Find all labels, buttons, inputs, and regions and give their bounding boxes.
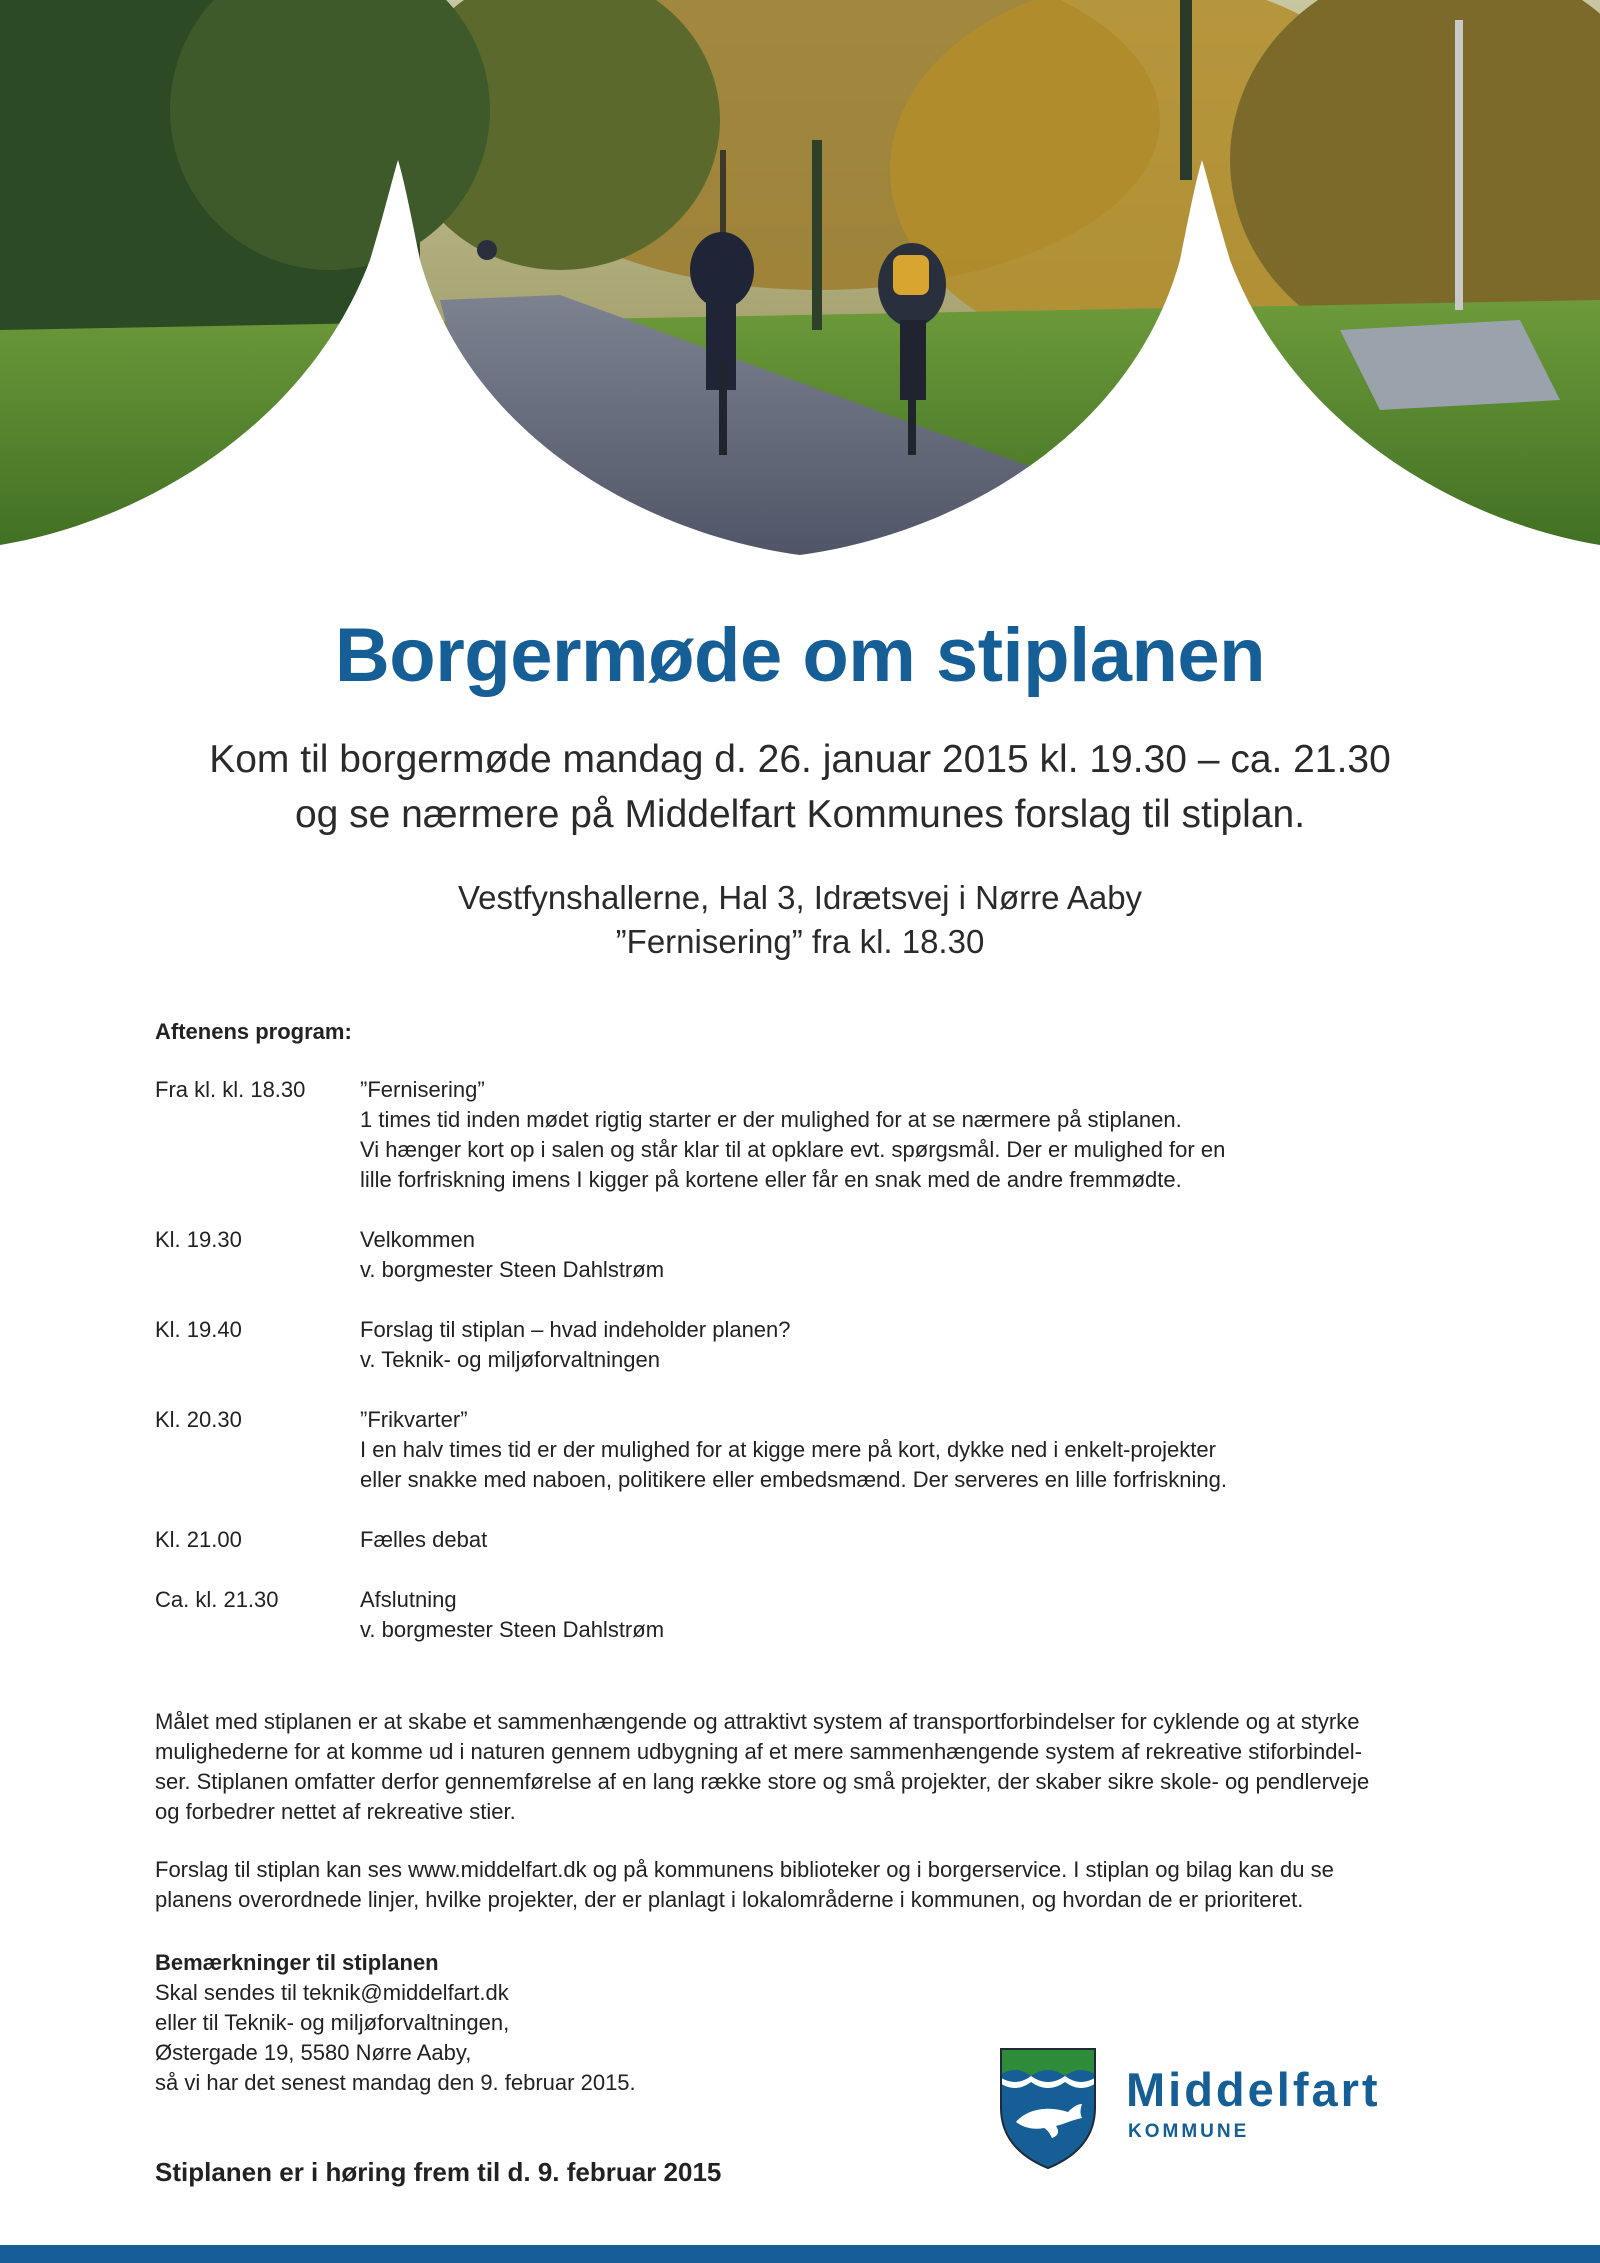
event-subtitle (0, 732, 1600, 842)
program-line: Forslag til stiplan – hvad indeholder planen? (360, 1317, 791, 1342)
program-item (155, 1225, 1455, 1285)
program-description (360, 1075, 1455, 1195)
program-item (155, 1405, 1455, 1495)
subtitle-line: Kom til borgermøde mandag d. 26. januar 2015 kl. 19.30 – ca. 21.30 (209, 738, 1391, 781)
hero-photo (0, 0, 1600, 560)
program-time: Ca. kl. 21.30 (155, 1587, 279, 1612)
program-item (155, 1075, 1455, 1195)
program-time: Kl. 19.40 (155, 1317, 242, 1342)
page-title: Borgermøde om stiplanen (334, 613, 1266, 698)
dolphin-shield-crest-icon (998, 2046, 1098, 2171)
paragraph-line: Forslag til stiplan kan ses www.middelfart.dk og på kommunens biblioteker og i borgerservice. I stiplan og bilag kan du se (155, 1857, 1334, 1882)
program-list (155, 1075, 1455, 1645)
remarks-line: Skal sendes til teknik@middelfart.dk (155, 1980, 509, 2005)
venue-info (0, 876, 1600, 964)
program-time: Fra kl. kl. 18.30 (155, 1077, 306, 1102)
program-description (360, 1225, 1455, 1285)
program-line: Afslutning (360, 1587, 457, 1612)
subtitle-line: og se nærmere på Middelfart Kommunes forslag til stiplan. (294, 793, 1306, 836)
venue-line: ”Fernisering” fra kl. 18.30 (615, 923, 985, 960)
program-line: v. Teknik- og miljøforvaltningen (360, 1347, 660, 1372)
program-line: 1 times tid inden mødet rigtig starter er der mulighed for at se nærmere på stiplanen. (360, 1107, 1182, 1132)
remarks-line: eller til Teknik- og miljøforvaltningen, (155, 2010, 510, 2035)
program-description (360, 1315, 1455, 1375)
remarks-line: Østergade 19, 5580 Nørre Aaby, (155, 2040, 472, 2065)
program-time: Kl. 21.00 (155, 1527, 242, 1552)
program-line: Fælles debat (360, 1527, 488, 1552)
program-line: I en halv times tid er der mulighed for at kigge mere på kort, dykke ned i enkelt-projekter (360, 1437, 1216, 1462)
program-item (155, 1525, 1455, 1555)
program-heading: Aftenens program: (155, 1019, 352, 1044)
body-paragraph-where (155, 1855, 1455, 1915)
program-line: Vi hænger kort op i salen og står klar til at opklare evt. spørgsmål. Der er mulighed for en (360, 1137, 1226, 1162)
program-line: v. borgmester Steen Dahlstrøm (360, 1257, 665, 1282)
paragraph-line: mulighederne for at komme ud i naturen gennem udbygning af et mere sammenhængende system af rekreative stiforbindel- (155, 1739, 1362, 1764)
remarks-line: så vi har det senest mandag den 9. februar 2015. (155, 2070, 636, 2095)
program-time: Kl. 19.30 (155, 1227, 242, 1252)
program-line: lille forfriskning imens I kigger på kortene eller får en snak med de andre fremmødte. (360, 1167, 1182, 1192)
program-description (360, 1405, 1455, 1495)
hearing-deadline: Stiplanen er i høring frem til d. 9. februar 2015 (155, 2157, 722, 2187)
venue-line: Vestfynshallerne, Hal 3, Idrætsvej i Nørre Aaby (457, 879, 1143, 916)
logo-wordmark: Middelfart (1126, 2063, 1381, 2116)
program-description (360, 1585, 1455, 1645)
paragraph-line: planens overordnede linjer, hvilke projekter, der er planlagt i lokalområderne i kommunen, og hvordan de er prioriteret. (155, 1887, 1304, 1912)
program-line: eller snakke med naboen, politikere eller embedsmænd. Der serveres en lille forfriskning. (360, 1467, 1227, 1492)
body-paragraph-goal (155, 1707, 1455, 1827)
program-line: ”Frikvarter” (360, 1407, 468, 1432)
paragraph-line: ser. Stiplanen omfatter derfor gennemførelse af en lang række store og små projekter, der skaber sikre skole- og pendlerveje (155, 1769, 1370, 1794)
program-item (155, 1585, 1455, 1645)
remarks-heading: Bemærkninger til stiplanen (155, 1950, 439, 1975)
program-line: Velkommen (360, 1227, 475, 1252)
logo-subtitle: KOMMUNE (1128, 2121, 1250, 2142)
paragraph-line: Målet med stiplanen er at skabe et sammenhængende og attraktivt system af transportforbindelser for cyklende og at styrke (155, 1709, 1360, 1734)
municipality-logo (998, 2046, 1438, 2171)
remarks-section (155, 1948, 855, 2098)
program-line: ”Fernisering” (360, 1077, 485, 1102)
bottom-bar (0, 2245, 1600, 2263)
program-item (155, 1315, 1455, 1375)
program-line: v. borgmester Steen Dahlstrøm (360, 1617, 665, 1642)
program-description (360, 1525, 1455, 1555)
program-time: Kl. 20.30 (155, 1407, 242, 1432)
paragraph-line: og forbedrer nettet af rekreative stier. (155, 1799, 516, 1824)
